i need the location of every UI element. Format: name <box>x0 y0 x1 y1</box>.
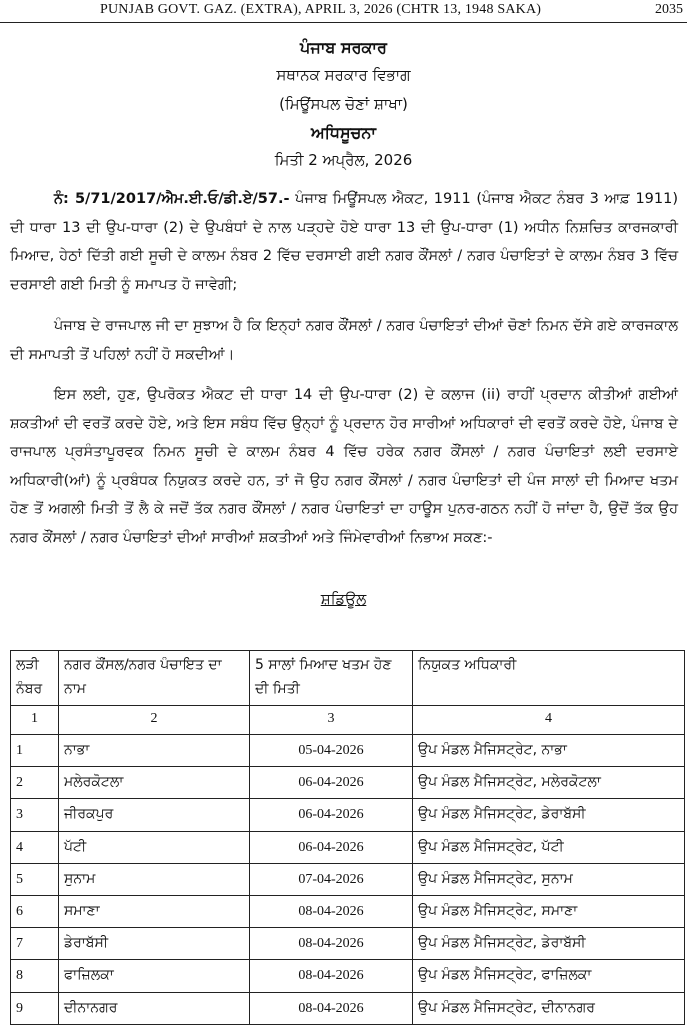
officer-cell: ਉਪ ਮੰਡਲ ਮੈਜਿਸਟ੍ਰੇਟ, ਮਲੇਰਕੋਟਲਾ <box>413 767 685 799</box>
notification-date: ਮਿਤੀ 2 ਅਪ੍ਰੈਲ, 2026 <box>274 151 413 169</box>
council-name-cell: ਡੇਰਾਬੱਸੀ <box>59 928 250 960</box>
council-name-cell: ਸੁਨਾਮ <box>59 863 250 895</box>
council-name-cell: ਦੀਨਾਨਗਰ <box>59 992 250 1024</box>
header-serial: ਲੜੀ ਨੰਬਰ <box>11 651 59 706</box>
council-name-cell: ਮਲੇਰਕੋਟਲਾ <box>59 767 250 799</box>
table-row <box>11 895 685 927</box>
department-heading: ਸਥਾਨਕ ਸਰਕਾਰ ਵਿਭਾਗ <box>276 66 411 84</box>
notification-heading: ਅਧਿਸੂਚਨਾ <box>310 123 376 142</box>
header-officer: ਨਿਯੁਕਤ ਅਧਿਕਾਰੀ <box>413 651 685 706</box>
header-expiry-date: 5 ਸਾਲਾਂ ਮਿਆਦ ਖਤਮ ਹੋਣ ਦੀ ਮਿਤੀ <box>250 651 413 706</box>
expiry-date-cell: 08-04-2026 <box>250 928 413 960</box>
serial-cell: 3 <box>11 799 59 831</box>
serial-cell: 8 <box>11 960 59 992</box>
header-council-name: ਨਗਰ ਕੌਂਸਲ/ਨਗਰ ਪੰਚਾਇਤ ਦਾ ਨਾਮ <box>59 651 250 706</box>
paragraph-2 <box>10 312 678 369</box>
officer-cell: ਉਪ ਮੰਡਲ ਮੈਜਿਸਟ੍ਰੇਟ, ਦੀਨਾਨਗਰ <box>413 992 685 1024</box>
table-row <box>11 960 685 992</box>
table-header-row <box>11 651 685 706</box>
column-number: 1 <box>11 706 59 735</box>
officer-cell: ਉਪ ਮੰਡਲ ਮੈਜਿਸਟ੍ਰੇਟ, ਪੱਟੀ <box>413 831 685 863</box>
serial-cell: 2 <box>11 767 59 799</box>
column-number-row <box>11 706 685 735</box>
table-row <box>11 799 685 831</box>
officer-cell: ਉਪ ਮੰਡਲ ਮੈਜਿਸਟ੍ਰੇਟ, ਸਮਾਣਾ <box>413 895 685 927</box>
officer-cell: ਉਪ ਮੰਡਲ ਮੈਜਿਸਟ੍ਰੇਟ, ਡੇਰਾਬੱਸੀ <box>413 928 685 960</box>
schedule-title: ਸ਼ਡਿਊਲ <box>320 590 367 608</box>
serial-cell: 4 <box>11 831 59 863</box>
notification-number: ਨੰ: 5/71/2017/ਐਮ.ਈ.ਓ/ਡੀ.ਏ/57.- <box>54 191 290 207</box>
table-row <box>11 992 685 1024</box>
table-row <box>11 831 685 863</box>
paragraph-1-text: ਪੰਜਾਬ ਮਿਊਂਸਪਲ ਐਕਟ, 1911 (ਪੰਜਾਬ ਐਕਟ ਨੰਬਰ 3 ਆਫ਼ 1911) ਦੀ ਧਾਰਾ 13 ਦੀ ਉਪ-ਧਾਰਾ (2) ਦੇ ਉਪਬੰਧਾਂ ਦੇ ਨਾਲ ਪੜ੍ਹਦੇ ਹੋਏ ਧਾਰਾ 13 ਦੀ ਉਪ-ਧਾਰਾ (1) ਅਧੀਨ ਨਿਸ਼ਚਿਤ ਕਾਰਜਕਾਰੀ ਮਿਆਦ, ਹੇਠਾਂ ਦਿੱਤੀ ਗਈ ਸੂਚੀ ਦੇ ਕਾਲਮ ਨੰਬਰ 2 ਵਿੱਚ ਦਰਸਾਈ ਗਈ ਨਗਰ ਕੌਂਸਲਾਂ / ਨਗਰ ਪੰਚਾਇਤਾਂ ਦੇ ਕਾਲਮ ਨੰਬਰ 3 ਵਿੱਚ ਦਰਸਾਈ ਗਈ ਮਿਤੀ ਨੂੰ ਸਮਾਪਤ ਹੋ ਜਾਵੇਗੀ; <box>10 191 679 293</box>
paragraph-1 <box>10 185 678 299</box>
schedule-table <box>10 650 685 1025</box>
branch-heading: (ਮਿਊਂਸਪਲ ਚੋਣਾਂ ਸ਼ਾਖਾ) <box>279 95 408 113</box>
serial-cell: 5 <box>11 863 59 895</box>
officer-cell: ਉਪ ਮੰਡਲ ਮੈਜਿਸਟ੍ਰੇਟ, ਫਾਜ਼ਿਲਕਾ <box>413 960 685 992</box>
expiry-date-cell: 06-04-2026 <box>250 831 413 863</box>
expiry-date-cell: 07-04-2026 <box>250 863 413 895</box>
page-number: 2035 <box>655 2 683 17</box>
council-name-cell: ਪੱਟੀ <box>59 831 250 863</box>
council-name-cell: ਸਮਾਣਾ <box>59 895 250 927</box>
table-row <box>11 928 685 960</box>
serial-cell: 9 <box>11 992 59 1024</box>
paragraph-3-text: ਇਸ ਲਈ, ਹੁਣ, ਉਪਰੋਕਤ ਐਕਟ ਦੀ ਧਾਰਾ 14 ਦੀ ਉਪ-ਧਾਰਾ (2) ਦੇ ਕਲਾਜ (ii) ਰਾਹੀਂ ਪ੍ਰਦਾਨ ਕੀਤੀਆਂ ਗਈਆਂ ਸ਼ਕਤੀਆਂ ਦੀ ਵਰਤੋਂ ਕਰਦੇ ਹੋਏ, ਅਤੇ ਇਸ ਸਬੰਧ ਵਿੱਚ ਉਨ੍ਹਾਂ ਨੂੰ ਪ੍ਰਦਾਨ ਹੋਰ ਸਾਰੀਆਂ ਅਧਿਕਾਰਾਂ ਦੀ ਵਰਤੋਂ ਕਰਦੇ ਹੋਏ, ਪੰਜਾਬ ਦੇ ਰਾਜਪਾਲ ਪ੍ਰਸੰਤਾਪੂਰਵਕ ਨਿਮਨ ਸੂਚੀ ਦੇ ਕਾਲਮ ਨੰਬਰ 4 ਵਿੱਚ ਹਰੇਕ ਨਗਰ ਕੌਂਸਲਾਂ / ਨਗਰ ਪੰਚਾਇਤਾਂ ਲਈ ਦਰਸਾਏ ਅਧਿਕਾਰੀ(ਆਂ) ਨੂੰ ਪ੍ਰਬੰਧਕ ਨਿਯੁਕਤ ਕਰਦੇ ਹਨ, ਤਾਂ ਜੋ ਉਹ ਨਗਰ ਕੌਂਸਲਾਂ / ਨਗਰ ਪੰਚਾਇਤਾਂ ਦੀ ਪੰਜ ਸਾਲਾਂ ਦੀ ਮਿਆਦ ਖਤਮ ਹੋਣ ਤੋਂ ਅਗਲੀ ਮਿਤੀ ਤੋਂ ਲੈ ਕੇ ਜਦੋਂ ਤੱਕ ਨਗਰ ਕੌਂਸਲਾਂ / ਨਗਰ ਪੰਚਾਇਤਾਂ ਦਾ ਹਾਊਸ ਪੁਨਰ-ਗਠਨ ਨਹੀਂ ਹੋ ਜਾਂਦਾ ਹੈ, ਉਦੋਂ ਤੱਕ ਉਹ ਨਗਰ ਕੌਂਸਲਾਂ / ਨਗਰ ਪੰਚਾਇਤਾਂ ਦੀਆਂ ਸਾਰੀਆਂ ਸ਼ਕਤੀਆਂ ਅਤੇ ਜਿੰਮੇਵਾਰੀਆਂ ਨਿਭਾਅ ਸਕਣ:- <box>10 387 678 546</box>
council-name-cell: ਜੀਰਕਪੁਰ <box>59 799 250 831</box>
expiry-date-cell: 08-04-2026 <box>250 992 413 1024</box>
table-row <box>11 735 685 767</box>
serial-cell: 6 <box>11 895 59 927</box>
expiry-date-cell: 08-04-2026 <box>250 960 413 992</box>
expiry-date-cell: 08-04-2026 <box>250 895 413 927</box>
officer-cell: ਉਪ ਮੰਡਲ ਮੈਜਿਸਟ੍ਰੇਟ, ਡੇਰਾਬੱਸੀ <box>413 799 685 831</box>
council-name-cell: ਫਾਜ਼ਿਲਕਾ <box>59 960 250 992</box>
serial-cell: 7 <box>11 928 59 960</box>
serial-cell: 1 <box>11 735 59 767</box>
gazette-header <box>0 0 687 23</box>
expiry-date-cell: 06-04-2026 <box>250 799 413 831</box>
column-number: 2 <box>59 706 250 735</box>
column-number: 3 <box>250 706 413 735</box>
table-row <box>11 767 685 799</box>
officer-cell: ਉਪ ਮੰਡਲ ਮੈਜਿਸਟ੍ਰੇਟ, ਨਾਭਾ <box>413 735 685 767</box>
expiry-date-cell: 05-04-2026 <box>250 735 413 767</box>
table-row <box>11 863 685 895</box>
column-number: 4 <box>413 706 685 735</box>
gazette-title: PUNJAB GOVT. GAZ. (EXTRA), APRIL 3, 2026 (CHTR 13, 1948 SAKA) <box>100 2 542 17</box>
paragraph-2-text: ਪੰਜਾਬ ਦੇ ਰਾਜਪਾਲ ਜੀ ਦਾ ਸੁਝਾਅ ਹੈ ਕਿ ਇਨ੍ਹਾਂ ਨਗਰ ਕੌਂਸਲਾਂ / ਨਗਰ ਪੰਚਾਇਤਾਂ ਦੀਆਂ ਚੋਣਾਂ ਨਿਮਨ ਦੱਸੇ ਗਏ ਕਾਰਜਕਾਲ ਦੀ ਸਮਾਪਤੀ ਤੋਂ ਪਹਿਲਾਂ ਨਹੀਂ ਹੋ ਸਕਦੀਆਂ। <box>10 318 678 363</box>
government-heading: ਪੰਜਾਬ ਸਰਕਾਰ <box>300 38 387 57</box>
council-name-cell: ਨਾਭਾ <box>59 735 250 767</box>
paragraph-3 <box>10 381 678 553</box>
officer-cell: ਉਪ ਮੰਡਲ ਮੈਜਿਸਟ੍ਰੇਟ, ਸੁਨਾਮ <box>413 863 685 895</box>
expiry-date-cell: 06-04-2026 <box>250 767 413 799</box>
